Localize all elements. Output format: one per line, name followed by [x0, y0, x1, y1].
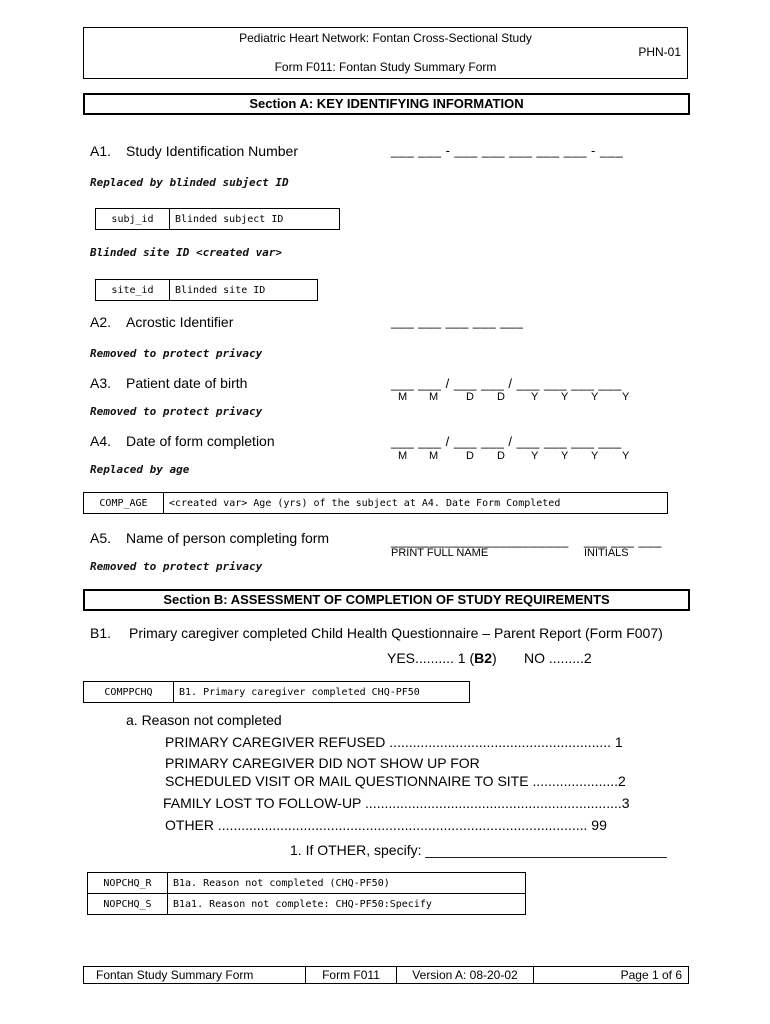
- site-id-var-name: site_id: [96, 280, 170, 300]
- b1-yes-option: [387, 650, 497, 666]
- date-letter: M: [398, 450, 408, 462]
- site-note: Blinded site ID <created var>: [90, 246, 283, 259]
- date-letter: M: [398, 391, 408, 403]
- date-letter: Y: [622, 391, 630, 403]
- a2-blank: ___ ___ ___ ___ ___: [391, 314, 524, 329]
- site-id-variable-box: [95, 279, 318, 301]
- date-letter: Y: [591, 391, 599, 403]
- reason-variable-table: [87, 872, 526, 915]
- reason-option-noshow-line2: SCHEDULED VISIT OR MAIL QUESTIONNAIRE TO SITE ......................2: [165, 773, 626, 789]
- footer-page-number: Page 1 of 6: [620, 968, 682, 982]
- date-letter: Y: [622, 450, 630, 462]
- study-title: Pediatric Heart Network: Fontan Cross-Sectional Study: [239, 31, 532, 45]
- a1-number: A1.: [90, 143, 112, 159]
- a2-note: Removed to protect privacy: [90, 347, 263, 360]
- date-letter: D: [497, 450, 505, 462]
- date-letter: Y: [561, 450, 569, 462]
- a3-date-format: [0, 391, 770, 405]
- reason-option-noshow-line1: PRIMARY CAREGIVER DID NOT SHOW UP FOR: [165, 755, 480, 771]
- var-desc-cell: B1a1. Reason not complete: CHQ-PF50:Specify: [173, 898, 432, 910]
- date-letter: Y: [591, 450, 599, 462]
- form-code: PHN-01: [638, 45, 681, 59]
- page-footer: [83, 966, 689, 984]
- site-id-var-desc: Blinded site ID: [175, 284, 266, 296]
- date-letter: Y: [531, 391, 539, 403]
- a4-note: Replaced by age: [90, 463, 190, 476]
- table-row: [88, 873, 525, 893]
- footer-version: Version A: 08-20-02: [397, 967, 534, 983]
- a4-date-format: [0, 450, 770, 464]
- a3-blank: ___ ___ / ___ ___ / ___ ___ ___ ___: [391, 376, 622, 391]
- a1-blank: ___ ___ - ___ ___ ___ ___ ___ - ___: [391, 143, 624, 158]
- footer-form-name: Fontan Study Summary Form: [84, 967, 306, 983]
- reason-option-refused: PRIMARY CAREGIVER REFUSED ......................................................... 1: [165, 734, 623, 750]
- a5-number: A5.: [90, 530, 112, 546]
- a5-initials-caption: INITIALS: [584, 547, 629, 559]
- date-letter: M: [429, 391, 439, 403]
- a3-label: Patient date of birth: [126, 375, 248, 391]
- other-specify-field: 1. If OTHER, specify: _______________________________: [290, 842, 667, 858]
- date-letter: D: [497, 391, 505, 403]
- a5-name-caption: PRINT FULL NAME: [391, 547, 489, 559]
- date-letter: D: [466, 391, 474, 403]
- subj-id-var-name: subj_id: [96, 209, 170, 229]
- a4-label: Date of form completion: [126, 433, 275, 449]
- comp-age-var-name: COMP_AGE: [84, 493, 164, 513]
- b1-skip-target: B2: [474, 650, 493, 666]
- form-title: Form F011: Fontan Study Summary Form: [274, 60, 497, 74]
- date-letter: D: [466, 450, 474, 462]
- reason-option-lost: FAMILY LOST TO FOLLOW-UP ..................................................................3: [163, 795, 630, 811]
- reason-option-other: OTHER ............................................................................................... 99: [165, 817, 607, 833]
- date-letter: Y: [561, 391, 569, 403]
- comp-age-var-desc: <created var> Age (yrs) of the subject at A4. Date Form Completed: [169, 497, 561, 509]
- a4-number: A4.: [90, 433, 112, 449]
- a5-note: Removed to protect privacy: [90, 560, 263, 573]
- subj-id-var-desc: Blinded subject ID: [175, 213, 284, 225]
- section-b-title: Section B: ASSESSMENT OF COMPLETION OF STUDY REQUIREMENTS: [83, 589, 690, 611]
- var-name-cell: NOPCHQ_S: [88, 894, 168, 914]
- comppchq-variable-box: [83, 681, 470, 703]
- table-row: [88, 893, 525, 914]
- a3-note: Removed to protect privacy: [90, 405, 263, 418]
- a2-label: Acrostic Identifier: [126, 314, 234, 330]
- b1-label: Primary caregiver completed Child Health Questionnaire – Parent Report (Form F007): [129, 625, 663, 641]
- subj-id-variable-box: [95, 208, 340, 230]
- a5-label: Name of person completing form: [126, 530, 330, 546]
- a5-initials-blank: ___ ___ ___: [584, 533, 662, 548]
- b1-yes-text: YES.......... 1 (: [387, 650, 475, 666]
- b1-yes-close: ): [492, 650, 497, 666]
- a2-number: A2.: [90, 314, 112, 330]
- reason-label: a. Reason not completed: [126, 712, 282, 728]
- section-a-title: Section A: KEY IDENTIFYING INFORMATION: [83, 93, 690, 115]
- var-name-cell: NOPCHQ_R: [88, 873, 168, 893]
- comppchq-var-desc: B1. Primary caregiver completed CHQ-PF50: [179, 686, 420, 698]
- comppchq-var-name: COMPPCHQ: [84, 682, 174, 702]
- date-letter: Y: [531, 450, 539, 462]
- b1-number: B1.: [90, 625, 112, 641]
- b1-no-option: NO .........2: [524, 650, 592, 666]
- footer-form-number: Form F011: [306, 967, 397, 983]
- a1-note: Replaced by blinded subject ID: [90, 176, 289, 189]
- var-desc-cell: B1a. Reason not completed (CHQ-PF50): [173, 877, 390, 889]
- form-header: [83, 27, 688, 79]
- date-letter: M: [429, 450, 439, 462]
- a5-name-blank: _______________________: [391, 533, 569, 548]
- a3-number: A3.: [90, 375, 112, 391]
- a1-label: Study Identification Number: [126, 143, 298, 159]
- a4-blank: ___ ___ / ___ ___ / ___ ___ ___ ___: [391, 434, 622, 449]
- comp-age-variable-box: [83, 492, 668, 514]
